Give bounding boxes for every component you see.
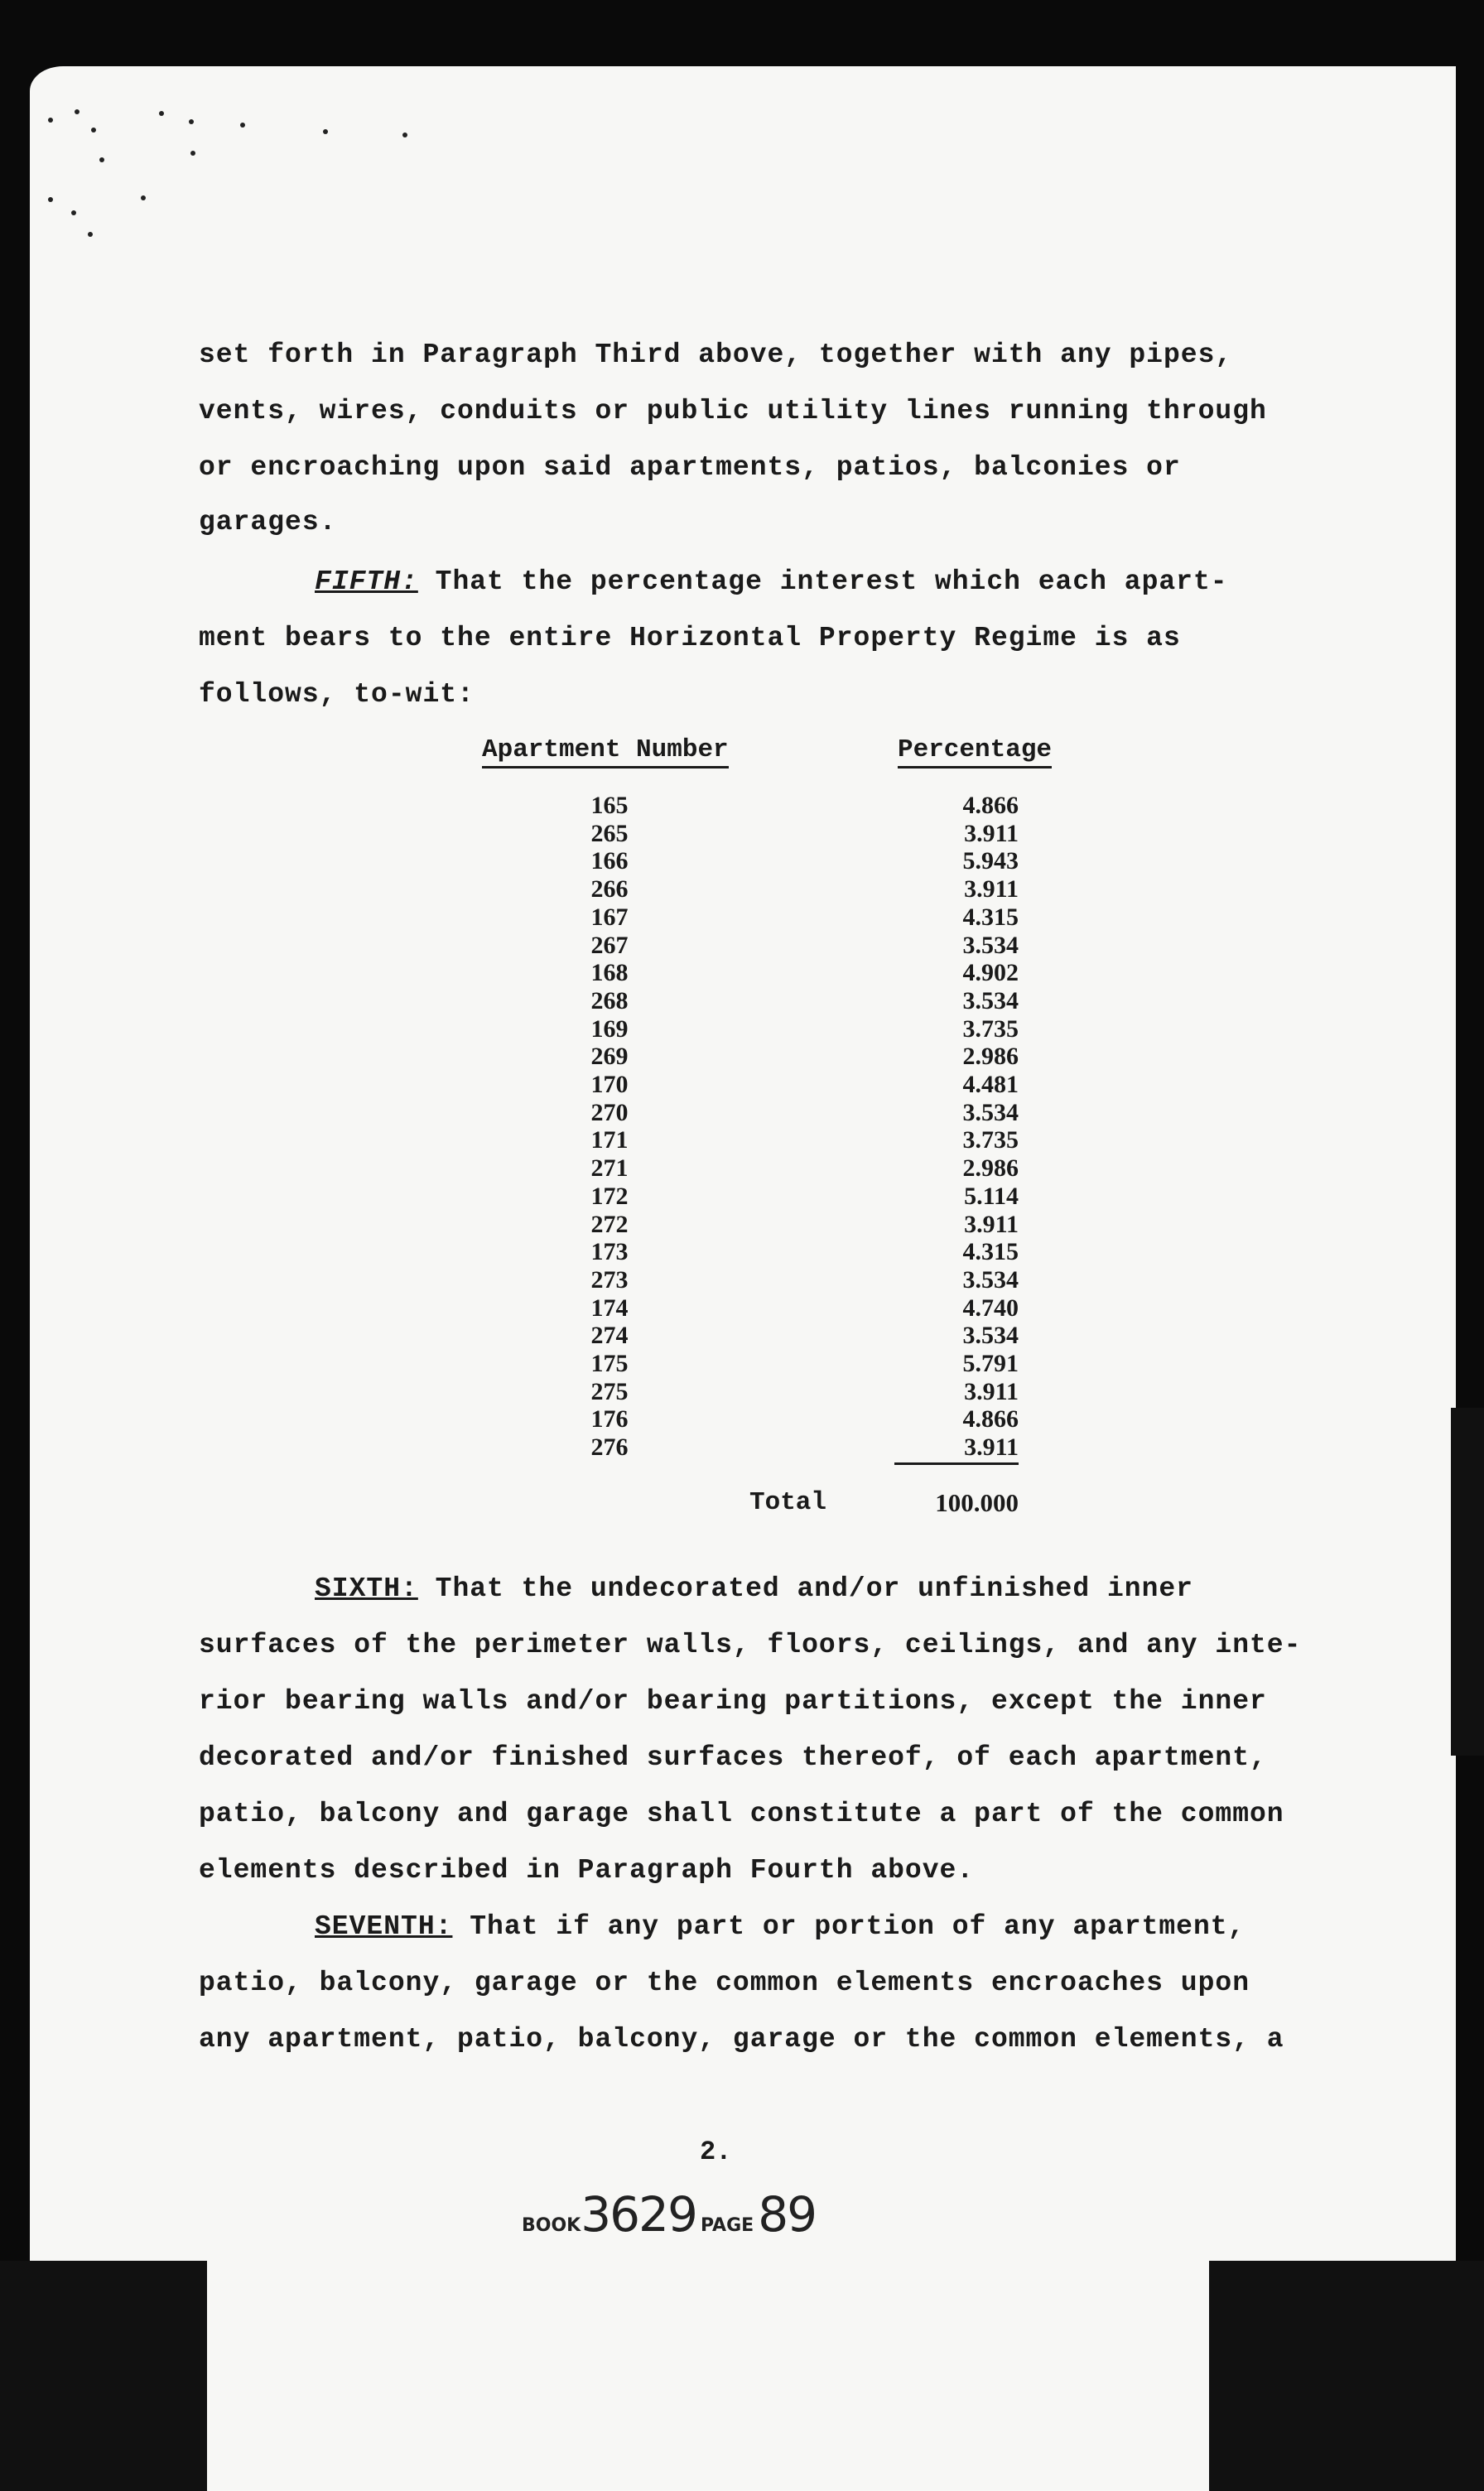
table-cell-percentage: 3.534 <box>962 931 1019 959</box>
table-cell-percentage: 2.986 <box>962 1043 1019 1071</box>
speck <box>99 157 104 162</box>
table-cell-apartment: 165 <box>590 792 629 819</box>
table-cell-percentage: 5.943 <box>962 847 1019 875</box>
table-cell-percentage: 3.911 <box>964 819 1019 847</box>
table-cell-apartment: 176 <box>590 1405 629 1433</box>
table-cell-apartment: 272 <box>590 1210 629 1238</box>
table-cell-percentage: 3.534 <box>962 1098 1019 1126</box>
seventh-heading: SEVENTH: <box>315 1911 453 1942</box>
book-number: 3629 <box>581 2186 696 2243</box>
table-cell-apartment: 168 <box>590 959 629 987</box>
table-cell-apartment: 169 <box>590 1014 629 1043</box>
speck <box>48 118 53 123</box>
body-line: any apartment, patio, balcony, garage or the common elements, a <box>199 2024 1284 2055</box>
body-line: surfaces of the perimeter walls, floors, ceilings, and any inte- <box>199 1630 1302 1660</box>
seventh-text: That if any part or portion of any apartment, <box>470 1911 1246 1942</box>
document-page <box>30 66 1456 2491</box>
table-cell-percentage: 3.735 <box>962 1126 1019 1154</box>
speck <box>323 129 328 134</box>
total-value: 100.000 <box>935 1488 1019 1517</box>
book-page-stamp <box>522 2186 816 2243</box>
table-cell-apartment: 174 <box>590 1294 629 1322</box>
body-line: vents, wires, conduits or public utility lines running through <box>199 396 1267 426</box>
table-cell-percentage: 3.911 <box>964 1377 1019 1405</box>
speck <box>190 151 195 156</box>
page-number: 2. <box>700 2137 732 2167</box>
table-cell-apartment: 270 <box>590 1098 629 1126</box>
speck <box>141 195 146 200</box>
scan-corner-bottom-left <box>0 2261 207 2491</box>
table-cell-percentage: 4.481 <box>962 1071 1019 1098</box>
table-cell-percentage: 3.534 <box>962 1265 1019 1294</box>
table-cell-apartment: 166 <box>590 847 629 875</box>
table-cell-percentage: 4.740 <box>962 1294 1019 1322</box>
table-cell-apartment: 275 <box>590 1377 629 1405</box>
table-cell-apartment: 167 <box>590 903 629 931</box>
scan-edge-right <box>1451 1408 1484 1756</box>
table-cell-apartment: 267 <box>590 931 629 959</box>
column-header-percentage: Percentage <box>898 735 1052 768</box>
table-cell-percentage: 5.791 <box>962 1350 1019 1377</box>
fifth-heading: FIFTH: <box>315 566 418 597</box>
speck <box>240 123 245 128</box>
speck <box>48 197 53 202</box>
body-line: follows, to-wit: <box>199 679 475 710</box>
table-cell-percentage: 4.902 <box>962 959 1019 987</box>
table-cell-apartment: 171 <box>590 1126 629 1154</box>
table-cell-percentage: 4.866 <box>962 1405 1019 1433</box>
total-rule <box>894 1462 1019 1465</box>
table-cell-apartment: 170 <box>590 1071 629 1098</box>
table-cell-percentage: 4.315 <box>962 903 1019 931</box>
table-cell-apartment: 274 <box>590 1322 629 1350</box>
body-line: or encroaching upon said apartments, patios, balconies or <box>199 452 1181 483</box>
sixth-first-line <box>315 1573 1193 1604</box>
table-cell-percentage: 5.114 <box>964 1182 1019 1210</box>
body-line: elements described in Paragraph Fourth above. <box>199 1855 975 1886</box>
body-line: patio, balcony, garage or the common elements encroaches upon <box>199 1968 1250 1998</box>
speck <box>71 210 76 215</box>
table-cell-apartment: 173 <box>590 1238 629 1266</box>
table-cell-percentage: 3.911 <box>964 875 1019 903</box>
table-cell-apartment: 172 <box>590 1182 629 1210</box>
column-header-apartment: Apartment Number <box>482 735 729 768</box>
table-cell-percentage: 3.534 <box>962 1322 1019 1350</box>
seventh-first-line <box>315 1911 1245 1942</box>
speck <box>88 232 93 237</box>
table-cell-apartment: 268 <box>590 986 629 1014</box>
body-line: ment bears to the entire Horizontal Property Regime is as <box>199 623 1181 653</box>
fifth-first-line <box>315 566 1228 597</box>
sixth-heading: SIXTH: <box>315 1573 418 1604</box>
page-value: 89 <box>758 2186 817 2243</box>
table-cell-apartment: 269 <box>590 1043 629 1071</box>
table-cell-apartment: 276 <box>590 1433 629 1462</box>
fifth-text: That the percentage interest which each apart- <box>435 566 1228 597</box>
speck <box>75 109 80 114</box>
body-line: decorated and/or finished surfaces thereof, of each apartment, <box>199 1742 1267 1773</box>
table-cell-apartment: 273 <box>590 1265 629 1294</box>
table-cell-percentage: 3.911 <box>964 1433 1019 1462</box>
speck <box>402 132 407 137</box>
table-cell-apartment: 266 <box>590 875 629 903</box>
table-cell-percentage: 4.866 <box>962 792 1019 819</box>
speck <box>159 111 164 116</box>
table-cell-apartment: 265 <box>590 819 629 847</box>
body-line: garages. <box>199 507 337 537</box>
body-line: patio, balcony and garage shall constitute a part of the common <box>199 1799 1284 1829</box>
sixth-text: That the undecorated and/or unfinished inner <box>435 1573 1193 1604</box>
scan-specks <box>41 99 439 248</box>
speck <box>91 128 96 132</box>
table-cell-percentage: 3.735 <box>962 1014 1019 1043</box>
table-cell-apartment: 271 <box>590 1154 629 1183</box>
table-cell-percentage: 2.986 <box>962 1154 1019 1183</box>
scan-corner-bottom-right <box>1209 2261 1484 2491</box>
body-line: rior bearing walls and/or bearing partitions, except the inner <box>199 1686 1267 1717</box>
table-cell-percentage: 3.534 <box>962 986 1019 1014</box>
total-label: Total <box>749 1488 827 1517</box>
book-label: BOOK <box>522 2215 581 2236</box>
page-label: PAGE <box>700 2215 754 2236</box>
table-cell-percentage: 4.315 <box>962 1238 1019 1266</box>
speck <box>189 119 194 124</box>
table-cell-percentage: 3.911 <box>964 1210 1019 1238</box>
table-cell-apartment: 175 <box>590 1350 629 1377</box>
body-line: set forth in Paragraph Third above, together with any pipes, <box>199 340 1233 370</box>
